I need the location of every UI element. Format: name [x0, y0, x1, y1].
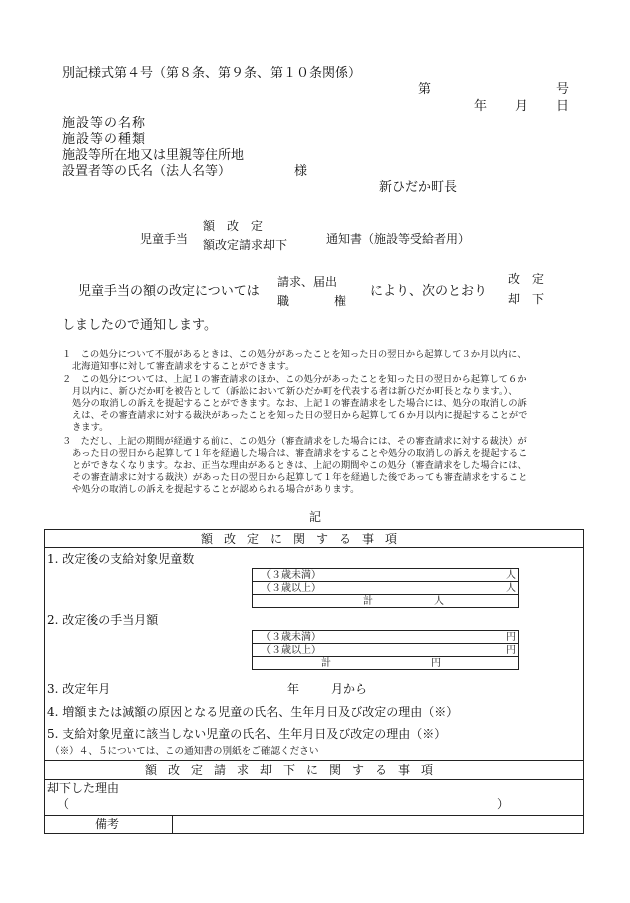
founder-name-label: 設置者等の氏名（法人名等） — [62, 164, 232, 179]
child-count-total-row — [253, 595, 518, 608]
issuer-name: 新ひだか町長 — [379, 180, 458, 195]
note-3-line-5: や処分の取消しの訴えを提起することが認められる場合があります。 — [72, 484, 360, 495]
item-3-year: 年 — [287, 682, 300, 696]
title-prefix: 児童手当 — [140, 232, 189, 246]
total-unit: 円 — [431, 658, 441, 669]
note-2-line-3: 処分の取消しの訴えを提起することができます。なお、上記１の審査請求をした場合には、処分の取消しの訴 — [72, 398, 527, 409]
item-3-label: 3. 改定年月 — [47, 682, 111, 696]
title-option-rejection: 額改定請求却下 — [203, 238, 288, 252]
item-5-label: 5. 支給対象児童に該当しない児童の氏名、生年月日及び改定の理由（※） — [47, 727, 447, 741]
details-table — [44, 529, 584, 834]
date-year-label: 年 — [474, 99, 488, 114]
note-2-line-1: ２ この処分については、上記１の審査請求のほか、この処分があったことを知った日の翌日から起算して６か — [62, 374, 527, 385]
revision-heading: 額改定に関する事項 — [201, 532, 409, 546]
document-number-prefix: 第 — [418, 82, 432, 97]
intro-lead: 児童手当の額の改定については — [78, 284, 260, 299]
monthly-amount-box — [252, 630, 519, 670]
child-count-box — [252, 568, 519, 608]
date-day-label: 日 — [556, 99, 570, 114]
amount-total-row — [253, 657, 518, 670]
divider — [45, 547, 583, 548]
rejection-heading: 額改定請求却下に関する事項 — [145, 763, 445, 777]
row-unit: 人 — [506, 570, 516, 581]
row-label: （３歳未満） — [261, 632, 321, 643]
item-4-label: 4. 増額または減額の原因となる児童の氏名、生年月日及び改定の理由（※） — [47, 705, 459, 719]
note-2-line-2: 月以内に、新ひだか町を被告として（訴訟において新ひだか町を代表する者は新ひだか町長となります。）、 — [72, 386, 518, 397]
intro-choice-ex-officio-1: 職 — [277, 294, 290, 308]
intro-choice-ex-officio-2: 権 — [334, 294, 347, 308]
total-label: 計 — [321, 658, 331, 669]
row-label: （３歳未満） — [261, 570, 321, 581]
document-number-suffix: 号 — [556, 82, 570, 97]
title-suffix: 通知書（施設等受給者用） — [326, 232, 471, 246]
reason-paren-open: （ — [57, 797, 70, 811]
rejection-reason-label: 却下した理由 — [47, 781, 120, 795]
date-month-label: 月 — [515, 99, 529, 114]
title-option-revision: 額 改 定 — [203, 219, 264, 233]
divider — [45, 815, 583, 816]
facility-type-label: 施設等の種類 — [62, 132, 147, 147]
row-unit: 円 — [506, 632, 516, 643]
divider — [172, 815, 173, 833]
intro-choice-request: 請求、届出 — [277, 275, 338, 289]
footnote: （※）４、５については、この通知書の別紙をご確認ください — [50, 746, 319, 757]
note-3-line-1: ３ ただし、上記の期間が経過する前に、この処分（審査請求をした場合には、その審査請求に対する裁決）が — [62, 436, 527, 447]
facility-name-label: 施設等の名称 — [62, 116, 147, 131]
note-3-line-4: その審査請求に対する裁決）があった日の翌日から起算して１年を経過した後であっても審査請求をすること — [72, 472, 528, 483]
intro-middle: により、次のとおり — [370, 284, 488, 299]
remarks-label: 備考 — [95, 817, 120, 831]
reason-paren-close: ） — [497, 797, 510, 811]
intro-choice-reject: 却 下 — [508, 292, 545, 306]
item-1-label: 1. 改定後の支給対象児童数 — [47, 552, 195, 566]
row-unit: 人 — [506, 583, 516, 594]
note-2-line-4: えは、その審査請求に対する裁決があったことを知った日の翌日から起算して６か月以内に提起することがで — [72, 410, 528, 421]
divider — [45, 779, 583, 780]
row-label: （３歳以上） — [261, 583, 321, 594]
item-3-month: 月から — [331, 682, 368, 696]
item-2-label: 2. 改定後の手当月額 — [47, 613, 159, 627]
note-3-line-2: あった日の翌日から起算して１年を経過した場合は、審査請求をすることや処分の取消しの訴えを提起するこ — [72, 448, 528, 459]
row-unit: 円 — [506, 645, 516, 656]
intro-choice-revise: 改 定 — [508, 272, 545, 286]
facility-address-label: 施設等所在地又は里親等住所地 — [62, 148, 245, 163]
total-label: 計 — [363, 596, 373, 607]
row-label: （３歳以上） — [261, 645, 321, 656]
divider — [45, 760, 583, 761]
total-unit: 人 — [434, 596, 444, 607]
ki-marker: 記 — [309, 510, 322, 524]
note-1-line-1: １ この処分について不服があるときは、この処分があったことを知った日の翌日から起算して３か月以内に、 — [62, 349, 527, 360]
note-2-line-5: きます。 — [72, 422, 109, 433]
intro-closing: しましたので通知します。 — [62, 318, 217, 333]
form-number: 別記様式第４号（第８条、第９条、第１０条関係） — [62, 66, 362, 81]
note-3-line-3: とができなくなります。なお、正当な理由があるときは、上記の期間やこの処分（審査請求をした場合には、 — [72, 460, 527, 471]
honorific: 様 — [294, 164, 308, 179]
note-1-line-2: 北海道知事に対して審査請求をすることができます。 — [72, 361, 295, 372]
